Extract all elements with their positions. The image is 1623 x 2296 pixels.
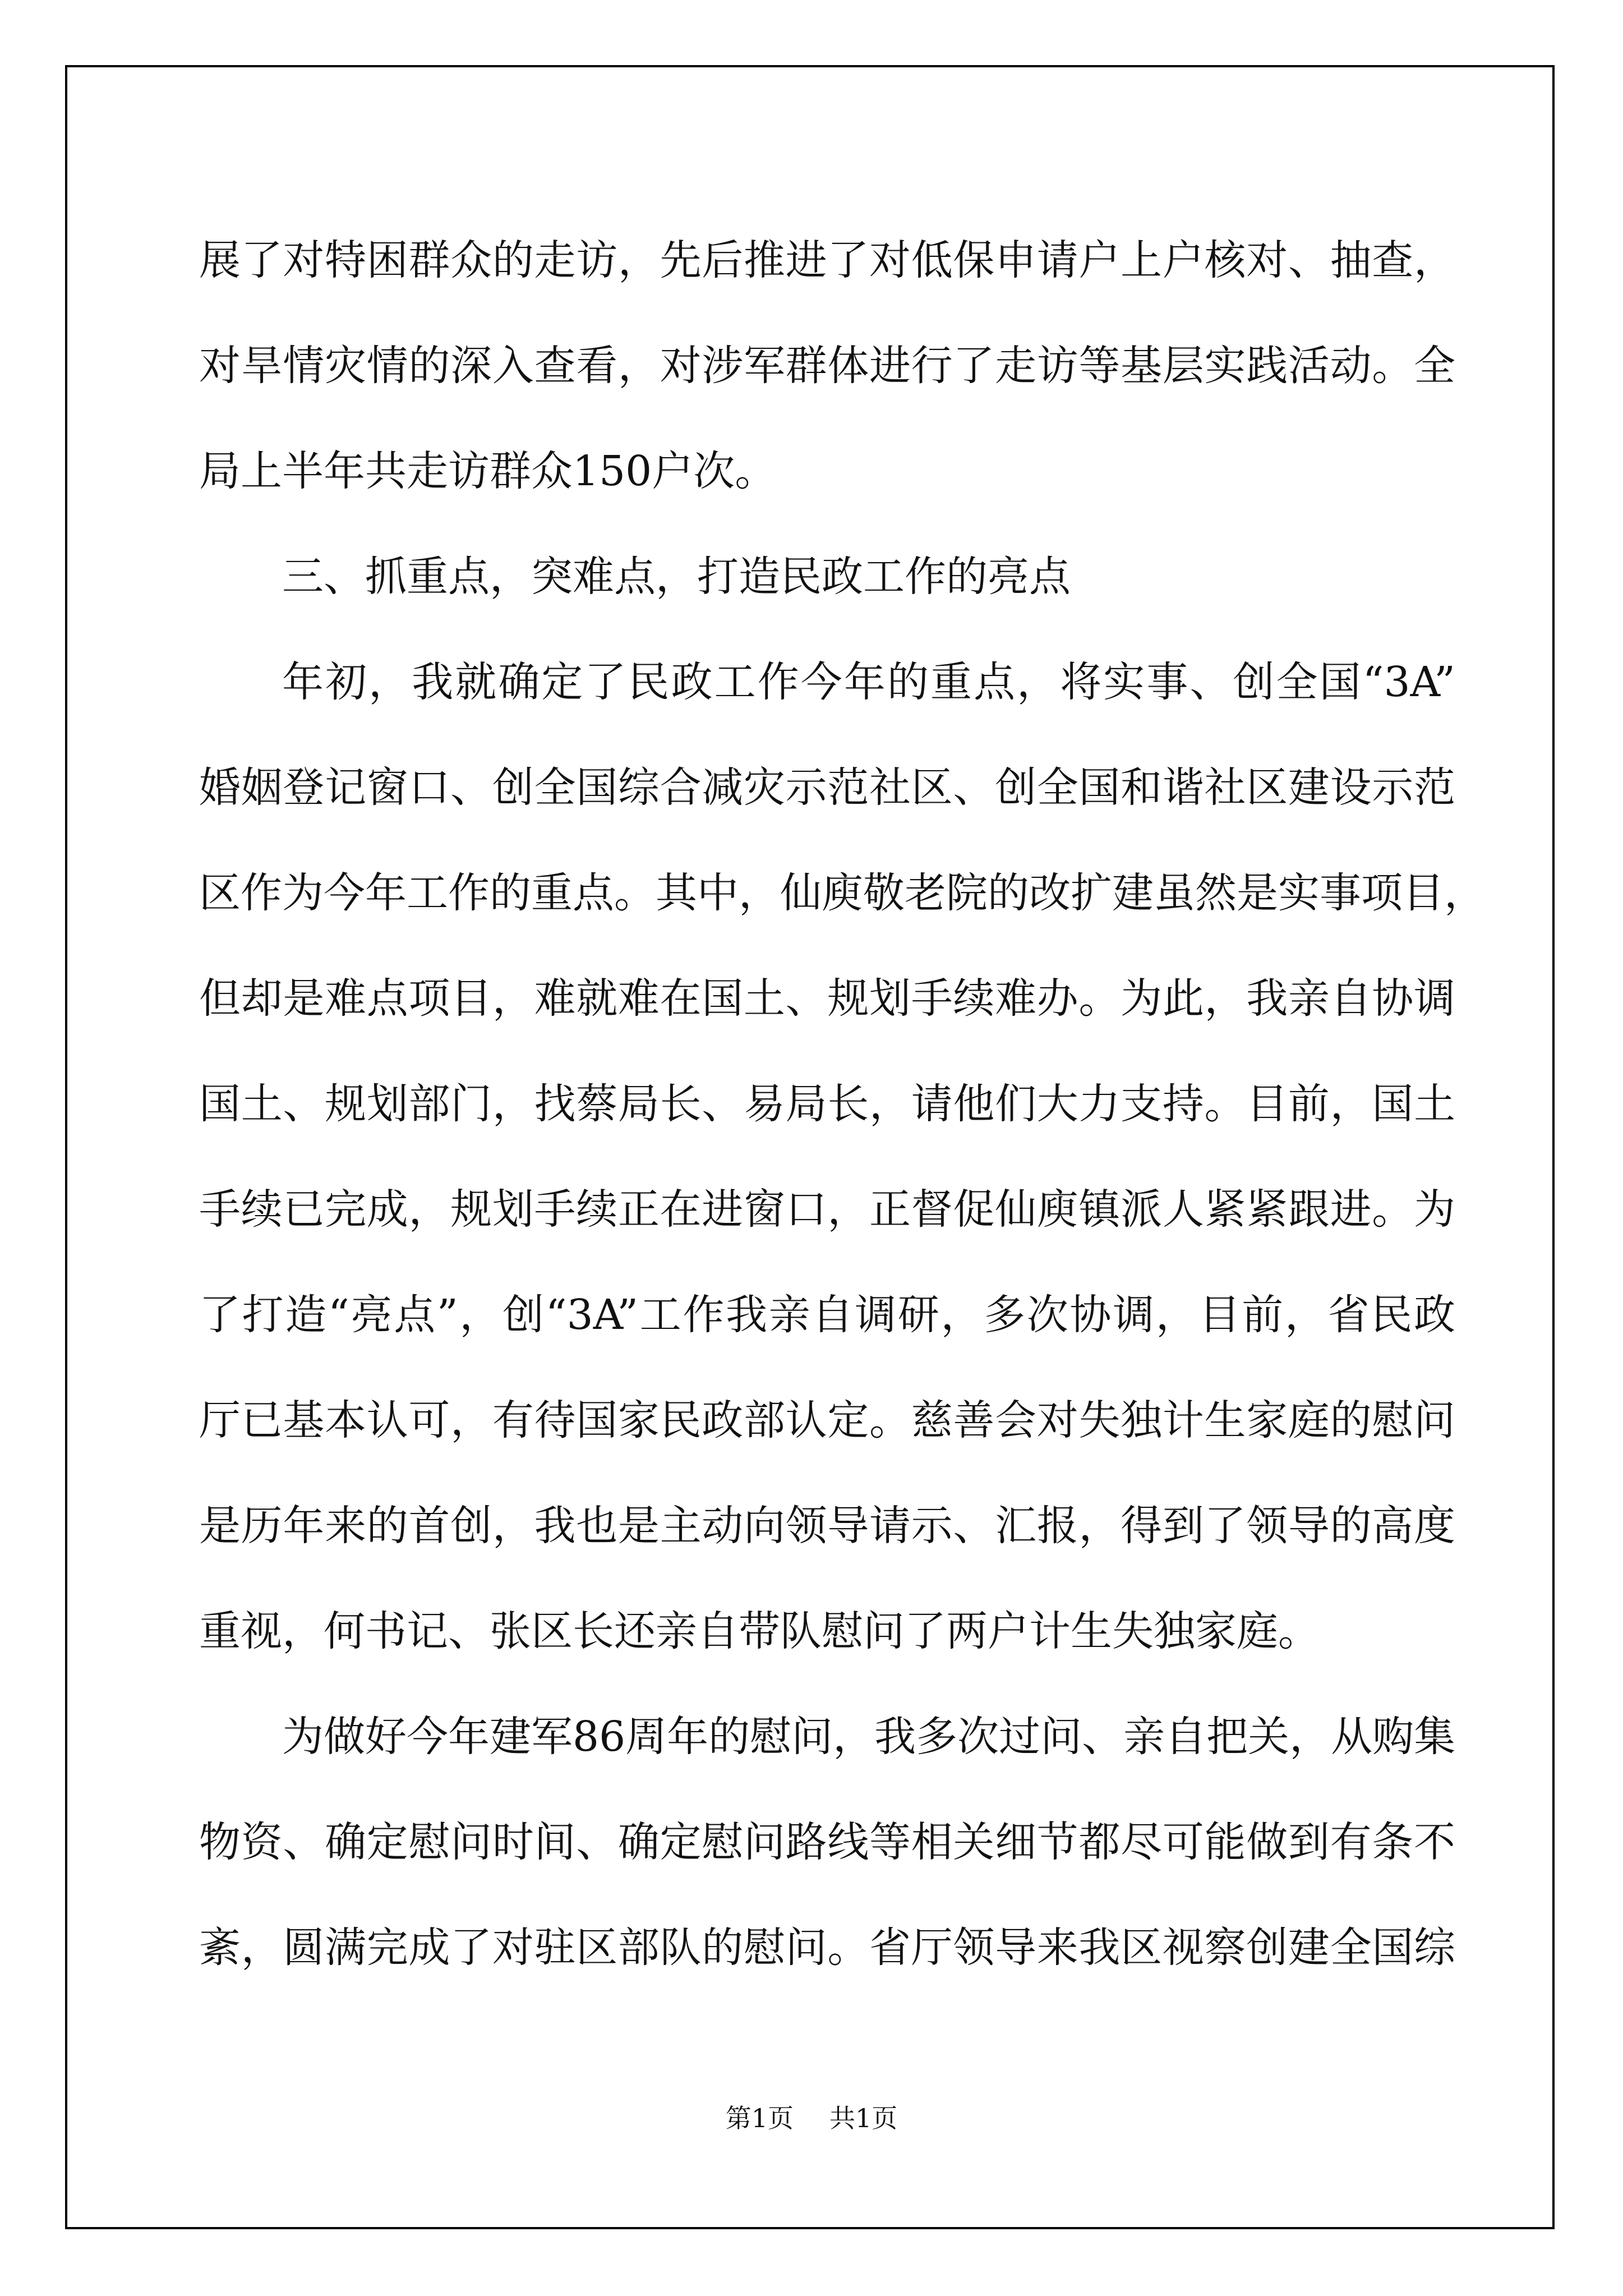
section-heading: 三、抓重点，突难点，打造民政工作的亮点 — [282, 553, 1071, 601]
text-line-3: 局上半年共走访群众150户次。 — [199, 447, 777, 495]
text-line-1: 展了对特困群众的走访，先后推进了对低保申请户上户核对、抽查， — [199, 236, 1455, 284]
page-number-total: 共1页 — [829, 2103, 898, 2133]
text-line-11: 了打造“亮点”，创“3A”工作我亲自调研，多次协调，目前，省民政 — [199, 1291, 1455, 1339]
text-line-10: 手续已完成，规划手续正在进窗口，正督促仙庾镇派人紧紧跟进。为 — [199, 1185, 1455, 1234]
document-body — [199, 208, 1486, 2000]
text-line-9: 国土、规划部门，找蔡局长、易局长，请他们大力支持。目前，国土 — [199, 1080, 1455, 1128]
text-line-6: 婚姻登记窗口、创全国综合减灾示范社区、创全国和谐社区建设示范 — [199, 763, 1455, 812]
text-line-5: 年初，我就确定了民政工作今年的重点，将实事、创全国“3A” — [282, 658, 1455, 706]
page-number-current: 第1页 — [725, 2103, 794, 2133]
text-line-15: 为做好今年建军86周年的慰问，我多次过问、亲自把关，从购集 — [282, 1713, 1456, 1761]
text-line-8: 但却是难点项目，难就难在国土、规划手续难办。为此，我亲自协调 — [199, 974, 1455, 1023]
page-footer — [0, 2098, 1623, 2135]
text-line-14: 重视，何书记、张区长还亲自带队慰问了两户计生失独家庭。 — [199, 1607, 1320, 1655]
text-line-7: 区作为今年工作的重点。其中，仙庾敬老院的改扩建虽然是实事项目， — [199, 869, 1486, 917]
text-line-17: 紊，圆满完成了对驻区部队的慰问。省厅领导来我区视察创建全国综 — [199, 1924, 1455, 1972]
text-line-12: 厅已基本认可，有待国家民政部认定。慈善会对失独计生家庭的慰问 — [199, 1396, 1455, 1444]
text-line-16: 物资、确定慰问时间、确定慰问路线等相关细节都尽可能做到有条不 — [199, 1818, 1455, 1866]
text-line-13: 是历年来的首创，我也是主动向领导请示、汇报，得到了领导的高度 — [199, 1502, 1455, 1550]
text-line-2: 对旱情灾情的深入查看，对涉军群体进行了走访等基层实践活动。全 — [199, 342, 1455, 390]
